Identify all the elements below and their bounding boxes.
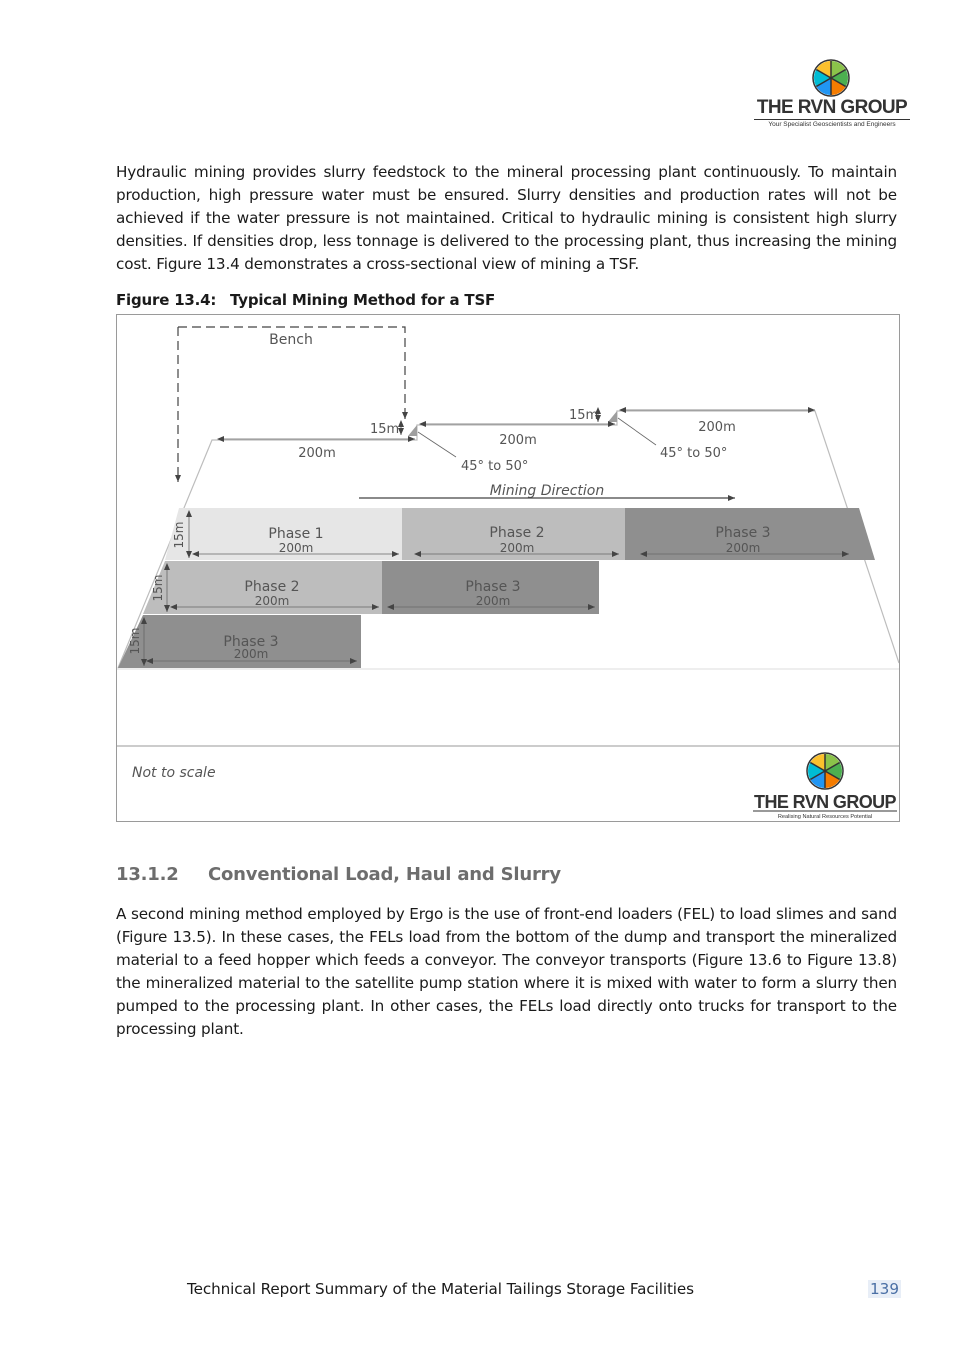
phase-width-label: 200m — [475, 594, 511, 608]
dim-label-top-1: 200m — [298, 446, 336, 461]
header-logo-title: THE RVN GROUP — [756, 97, 908, 118]
section-title: Conventional Load, Haul and Slurry — [208, 864, 561, 885]
angle-label-1: 45° to 50° — [461, 459, 529, 474]
phase-width-label: 200m — [233, 647, 269, 661]
page-number: 139 — [870, 1280, 899, 1298]
height-label-1: 15m — [370, 422, 400, 437]
slope-marker — [608, 411, 617, 422]
figure-logo-icon — [807, 753, 843, 789]
angle-leader — [618, 418, 656, 445]
phase-width-label: 200m — [254, 594, 290, 608]
phase-label: Phase 2 — [489, 525, 545, 541]
height-label-2: 15m — [569, 408, 599, 423]
phase-label: Phase 2 — [244, 579, 300, 595]
phase-label: Phase 3 — [715, 525, 771, 541]
section-paragraph: A second mining method employed by Ergo is the use of front-end loaders (FEL) to load slimes and sand (Figure 13.5). In these cases, the FELs load from the bottom of the dump and transport the mineralized material to a feed hopper which feeds a conveyor. The conveyor transports (Figure 13.6 to Figure 13.8) the mineralized material to the satellite pump station where it is mixed with water to form a slurry then pumped to the processing plant. In other cases, the FELs load directly onto trucks for transport to the processing plant. — [116, 905, 897, 1038]
section-heading — [116, 864, 561, 885]
header-logo-tagline: Your Specialist Geoscientists and Engineers — [768, 121, 896, 128]
slope-marker — [408, 425, 417, 436]
header-logo — [752, 58, 912, 132]
angle-label-2: 45° to 50° — [660, 446, 728, 461]
not-to-scale-note: Not to scale — [132, 765, 216, 781]
section-number: 13.1.2 — [116, 864, 179, 885]
phase-width-label: 200m — [278, 541, 314, 555]
figure-caption — [116, 291, 495, 309]
intro-paragraph: Hydraulic mining provides slurry feedstock to the mineral processing plant continuously. To maintain production, high pressure water must be ensured. Slurry densities and production rates will not be achieved if the water pressure is not maintained. Critical to hydraulic mining is consistent high slurry densities. If densities drop, less tonnage is delivered to the processing plant, thus increasing the mining cost. Figure 13.4 demonstrates a cross-sectional view of mining a TSF. — [116, 163, 897, 273]
mining-direction-label: Mining Direction — [489, 483, 605, 499]
phase-width-label: 200m — [725, 541, 761, 555]
dim-label-top-2: 200m — [499, 433, 537, 448]
height-label-row1: 15m — [172, 521, 186, 549]
phase-label: Phase 3 — [223, 634, 279, 650]
bench-label: Bench — [269, 332, 313, 348]
height-label-row2: 15m — [151, 574, 165, 602]
phase-label: Phase 3 — [465, 579, 521, 595]
figure-logo-tagline: Realising Natural Resources Potential — [777, 814, 873, 820]
dim-label-top-3: 200m — [698, 420, 736, 435]
angle-leader — [418, 432, 456, 457]
phase-label: Phase 1 — [268, 526, 324, 542]
figure-13-4 — [116, 314, 900, 822]
footer-text: Technical Report Summary of the Material Tailings Storage Facilities — [187, 1280, 694, 1298]
figure-title: Typical Mining Method for a TSF — [230, 291, 496, 309]
figure-logo-title: THE RVN GROUP — [754, 792, 896, 812]
phase-width-label: 200m — [499, 541, 535, 555]
figure-label: Figure 13.4: — [116, 291, 217, 309]
height-label-row3: 15m — [128, 627, 142, 655]
mining-cross-section-diagram — [117, 315, 899, 821]
